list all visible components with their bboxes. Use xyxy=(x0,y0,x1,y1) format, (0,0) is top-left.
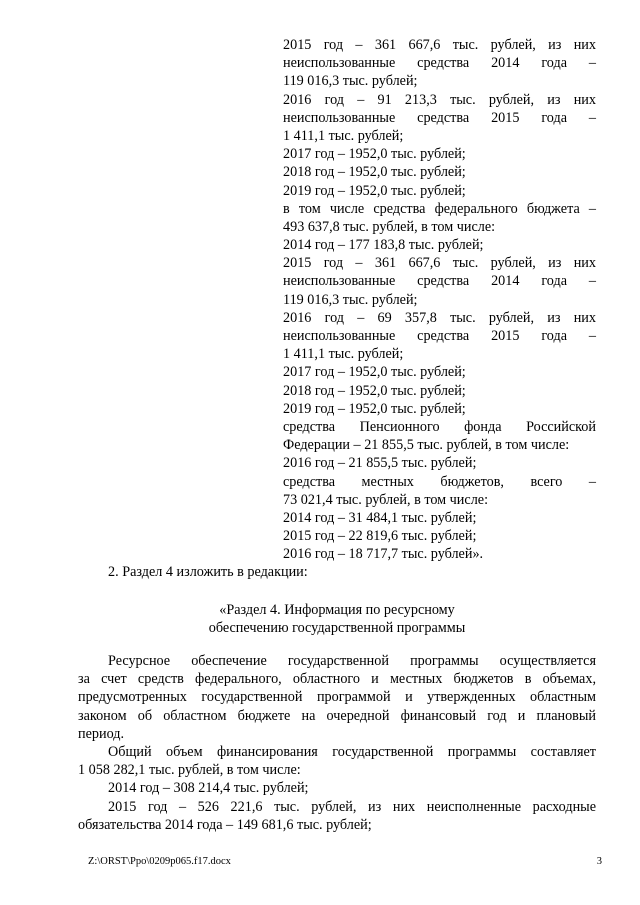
text-line: неиспользованные средства 2015 года – xyxy=(283,328,596,344)
text-line: в том числе средства федерального бюджета – xyxy=(283,200,596,217)
text-line: 2017 год – 1952,0 тыс. рублей; xyxy=(283,364,466,381)
text-line: предусмотренных государственной программой и утвержденных областным xyxy=(78,689,596,706)
file-path-footer: Z:\ORST\Ppo\0209p065.f17.docx xyxy=(88,856,231,867)
text-line: 2019 год – 1952,0 тыс. рублей; xyxy=(283,400,466,417)
text-line: 2017 год – 1952,0 тыс. рублей; xyxy=(283,146,466,163)
text-line: 2014 год – 177 183,8 тыс. рублей; xyxy=(283,237,484,254)
text-line: 2018 год – 1952,0 тыс. рублей; xyxy=(283,164,466,181)
text-line: 1 411,1 тыс. рублей; xyxy=(283,127,404,144)
text-line: 119 016,3 тыс. рублей; xyxy=(283,73,418,90)
text-line: 2016 год – 18 717,7 тыс. рублей». xyxy=(283,546,484,563)
text-line: Федерации – 21 855,5 тыс. рублей, в том числе: xyxy=(283,437,570,454)
section-item: 2. Раздел 4 изложить в редакции: xyxy=(108,564,308,580)
text-line: 2019 год – 1952,0 тыс. рублей; xyxy=(283,182,466,199)
text-line: 2015 год – 361 667,6 тыс. рублей, из них xyxy=(283,37,596,53)
text-line: 73 021,4 тыс. рублей, в том числе: xyxy=(283,491,489,508)
text-line: неиспользованные средства 2014 года – xyxy=(283,273,596,290)
text-line: Ресурсное обеспечение государственной программы осуществляется xyxy=(108,653,596,669)
heading-line: «Раздел 4. Информация по ресурсному xyxy=(219,602,455,618)
text-line: 2015 год – 22 819,6 тыс. рублей; xyxy=(283,528,477,545)
funding-breakdown-column xyxy=(283,36,596,563)
text-line: средства местных бюджетов, всего – xyxy=(283,473,596,490)
page-number: 3 xyxy=(596,856,602,867)
text-line: 1 058 282,1 тыс. рублей, в том числе: xyxy=(78,762,301,779)
text-line: 2015 год – 526 221,6 тыс. рублей, из них неисполненные расходные xyxy=(108,798,596,815)
heading-line: обеспечению государственной программы xyxy=(208,620,466,637)
text-line: обязательства 2014 года – 149 681,6 тыс. рублей; xyxy=(78,816,372,833)
text-line: 2018 год – 1952,0 тыс. рублей; xyxy=(283,382,466,399)
body-paragraph xyxy=(78,652,596,834)
text-line: неиспользованные средства 2015 года – xyxy=(283,109,596,126)
text-line: 2014 год – 308 214,4 тыс. рублей; xyxy=(108,780,309,797)
text-line: средства Пенсионного фонда Российской xyxy=(283,418,596,435)
text-line: 2016 год – 91 213,3 тыс. рублей, из них xyxy=(283,91,596,108)
text-line: 2015 год – 361 667,6 тыс. рублей, из них xyxy=(283,255,596,272)
text-line: Общий объем финансирования государственной программы составляет xyxy=(108,743,596,760)
text-line: законом об областном бюджете на очередной финансовый год и плановый xyxy=(78,707,596,724)
text-line: 2016 год – 69 357,8 тыс. рублей, из них xyxy=(283,309,596,326)
text-line: за счет средств федерального, областного и местных бюджетов в объемах, xyxy=(78,671,596,688)
text-line: 2014 год – 31 484,1 тыс. рублей; xyxy=(283,509,477,526)
text-line: 2016 год – 21 855,5 тыс. рублей; xyxy=(283,455,477,472)
text-line: 119 016,3 тыс. рублей; xyxy=(283,291,418,308)
text-line: 493 637,8 тыс. рублей, в том числе: xyxy=(283,218,496,235)
section-heading xyxy=(78,601,596,637)
text-line: неиспользованные средства 2014 года – xyxy=(283,55,596,72)
text-line: период. xyxy=(78,725,125,742)
text-line: 1 411,1 тыс. рублей; xyxy=(283,346,404,363)
